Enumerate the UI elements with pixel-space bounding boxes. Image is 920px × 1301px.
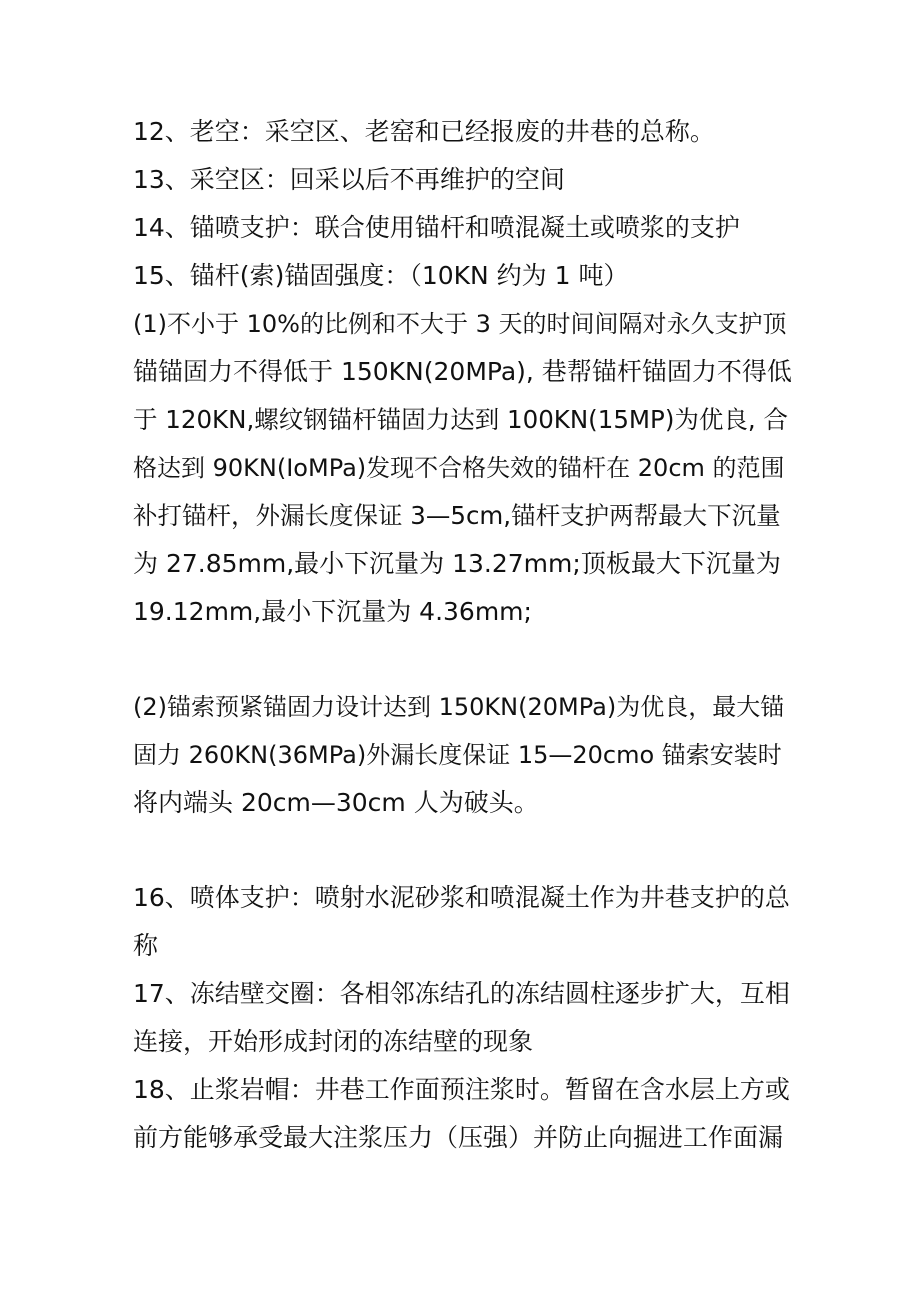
item-13-line: 13、采空区：回采以后不再维护的空间 <box>133 165 565 194</box>
item-17-line-1: 17、冻结壁交圈：各相邻冻结孔的冻结圆柱逐步扩大，互相 <box>133 979 790 1008</box>
paragraph-1-line-2: 锚锚固力不得低于 150KN(20MPa), 巷帮锚杆锚固力不得低 <box>133 357 792 386</box>
item-12-line: 12、老空：采空区、老窑和已经报废的井巷的总称。 <box>133 117 715 146</box>
item-17-line-2: 连接，开始形成封闭的冻结壁的现象 <box>133 1027 534 1056</box>
paragraph-1-line-1: (1)不小于 10%的比例和不大于 3 天的时间间隔对永久支护顶 <box>133 310 787 338</box>
item-14-line: 14、锚喷支护：联合使用锚杆和喷混凝土或喷浆的支护 <box>133 213 740 242</box>
paragraph-2-line-1: (2)锚索预紧锚固力设计达到 150KN(20MPa)为优良，最大锚 <box>133 693 785 721</box>
item-16-line-1: 16、喷体支护：喷射水泥砂浆和喷混凝土作为井巷支护的总 <box>133 883 790 912</box>
paragraph-1-line-3: 于 120KN,螺纹钢锚杆锚固力达到 100KN(15MP)为优良, 合 <box>133 405 788 434</box>
paragraph-1-line-6: 为 27.85mm,最小下沉量为 13.27mm;顶板最大下沉量为 <box>133 549 781 578</box>
item-18-line-2: 前方能够承受最大注浆压力（压强）并防止向掘进工作面漏 <box>133 1123 784 1152</box>
paragraph-2-line-2: 固力 260KN(36MPa)外漏长度保证 15—20cmo 锚索安装时 <box>133 741 782 769</box>
item-15-heading: 15、锚杆(索)锚固强度：（10KN 约为 1 吨） <box>133 261 629 290</box>
paragraph-spacer <box>133 827 793 874</box>
paragraph-1-line-4: 格达到 90KN(IoMPa)发现不合格失效的锚杆在 20cm 的范围 <box>133 454 785 482</box>
paragraph-spacer <box>133 636 793 683</box>
paragraph-2-line-3: 将内端头 20cm—30cm 人为破头。 <box>133 788 539 817</box>
item-18-line-1: 18、止浆岩帽：井巷工作面预注浆时。暂留在含水层上方或 <box>133 1075 790 1104</box>
paragraph-1-line-7: 19.12mm,最小下沉量为 4.36mm; <box>133 597 532 626</box>
item-16-line-2: 称 <box>133 931 159 960</box>
paragraph-1-line-5: 补打锚杆，外漏长度保证 3—5cm,锚杆支护两帮最大下沉量 <box>133 501 781 530</box>
document-body <box>133 108 793 1162</box>
